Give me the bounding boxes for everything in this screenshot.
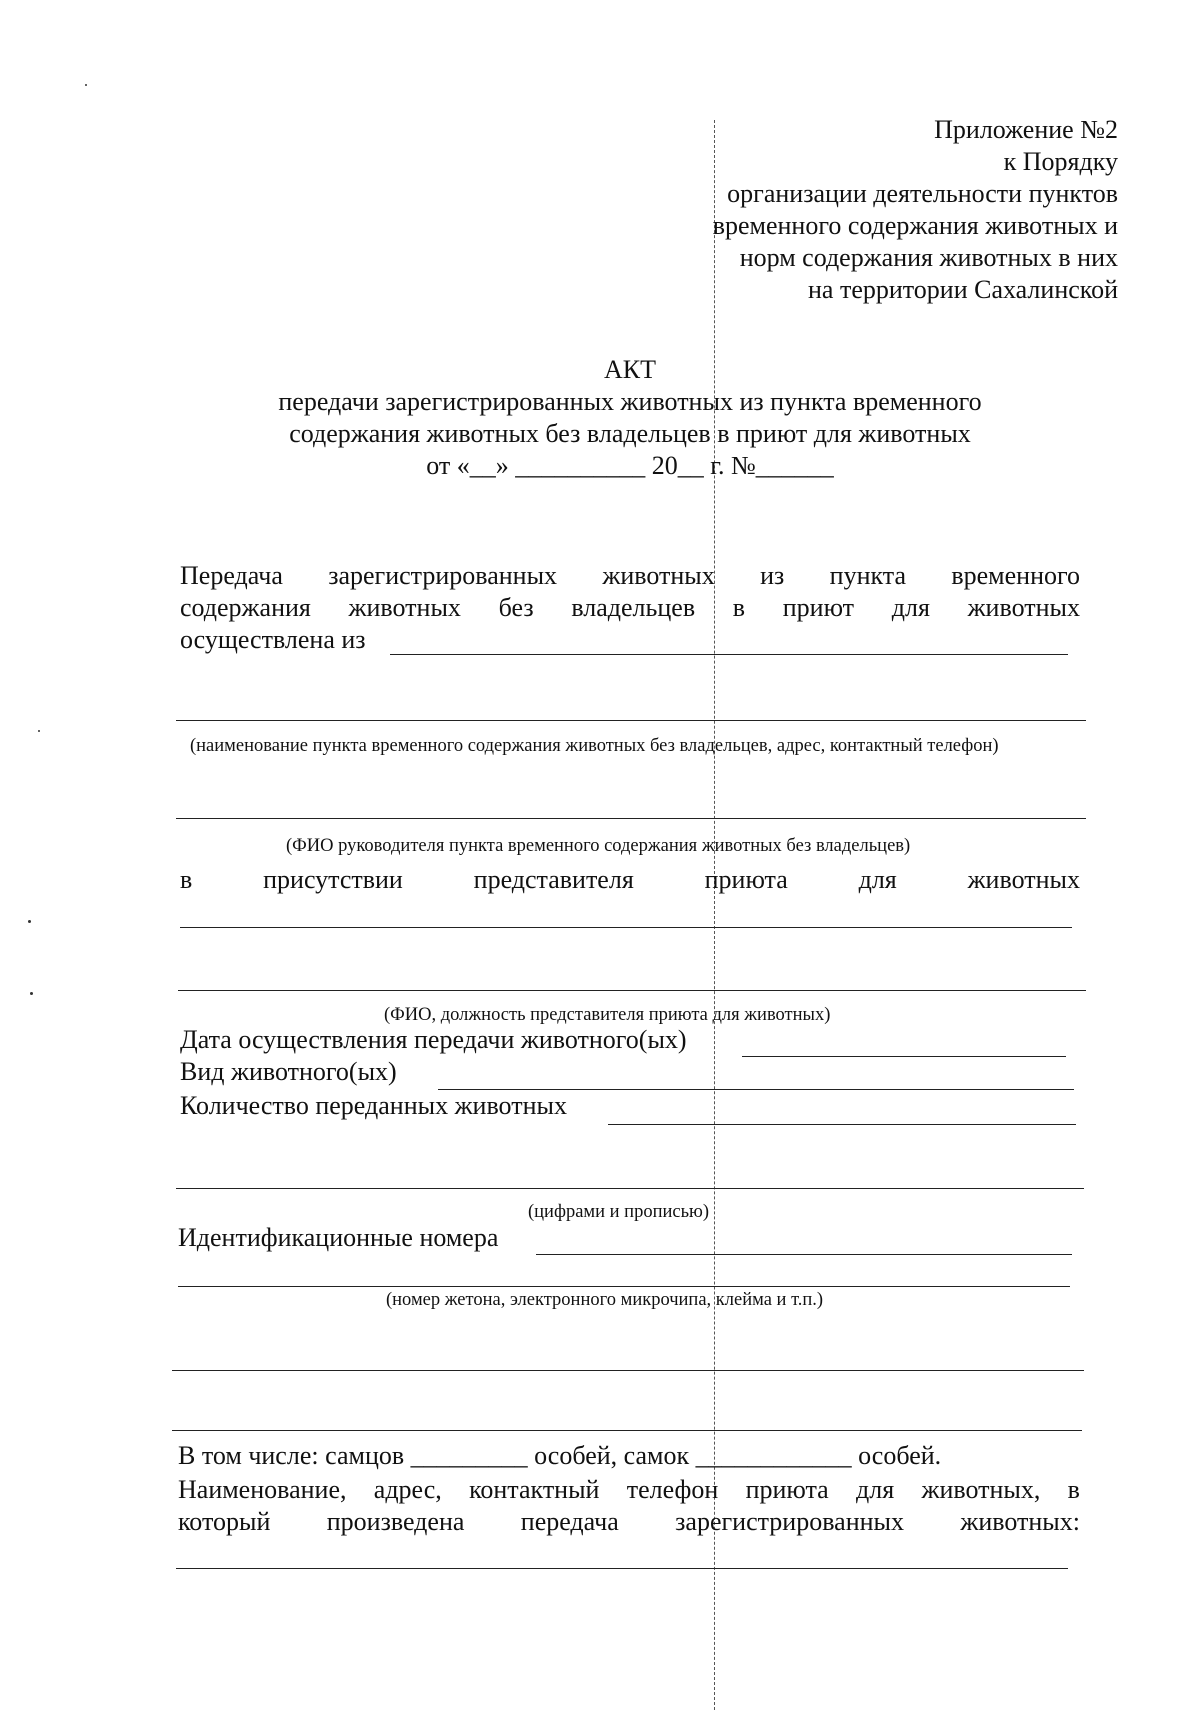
word: животных [348, 593, 461, 622]
scan-speck [30, 992, 33, 995]
word: передача [520, 1507, 619, 1536]
presence-line [180, 864, 1080, 896]
scan-speck [38, 730, 40, 732]
word: адрес, [373, 1475, 442, 1504]
word: животных: [960, 1507, 1080, 1536]
word: телефон [626, 1475, 719, 1504]
word: в [732, 593, 746, 622]
act-subtitle: содержания животных без владельцев в приют для животных [289, 419, 971, 448]
word: содержания [180, 593, 311, 622]
word: в [180, 865, 193, 894]
word: приют [782, 593, 855, 622]
blank-line[interactable] [172, 1370, 1084, 1371]
hint-point: (наименование пункта временного содержания животных без владельцев, адрес, контактный телефон) [190, 736, 999, 756]
word: Передача [180, 561, 283, 590]
appendix-ref: норм содержания животных в них [739, 243, 1118, 272]
appendix-ref: к Порядку [1003, 147, 1118, 176]
word: для [856, 1475, 895, 1504]
hint-ids: (номер жетона, электронного микрочипа, клейма и т.п.) [386, 1290, 824, 1310]
scan-speck [85, 84, 87, 86]
blank-line[interactable] [176, 1188, 1084, 1189]
shelter-field-line[interactable] [176, 1568, 1068, 1569]
scan-speck [28, 920, 31, 923]
appendix-ref: организации деятельности пунктов [727, 179, 1118, 208]
kind-label: Вид животного(ых) [180, 1057, 397, 1086]
date-label: Дата осуществления передачи животного(ых) [180, 1025, 687, 1054]
paragraph-line [180, 592, 1080, 624]
word: временного [951, 561, 1080, 590]
word: животных [967, 593, 1080, 622]
act-title: АКТ [604, 355, 656, 384]
word: приюта [745, 1475, 829, 1504]
word: для [858, 865, 897, 894]
act-date-line: от «__» __________ 20__ г. №______ [426, 451, 834, 480]
count-field-line[interactable] [608, 1124, 1076, 1125]
word: произведена [326, 1507, 465, 1536]
ids-field-line[interactable] [536, 1254, 1072, 1255]
word: контактный [469, 1475, 600, 1504]
ids-label: Идентификационные номера [178, 1223, 499, 1252]
appendix-ref: на территории Сахалинской [808, 275, 1118, 304]
word: приюта [704, 865, 788, 894]
word: без [498, 593, 534, 622]
word: животных [602, 561, 715, 590]
word: представителя [473, 865, 634, 894]
act-subtitle: передачи зарегистрированных животных из пункта временного [278, 387, 982, 416]
word: в [1067, 1475, 1080, 1504]
act-title-block [180, 354, 1080, 482]
blank-line[interactable] [180, 927, 1072, 928]
word: животных, [921, 1475, 1041, 1504]
word: животных [967, 865, 1080, 894]
paragraph-line [180, 560, 1080, 592]
shelter-line [178, 1506, 1080, 1538]
from-field-line[interactable] [390, 654, 1068, 655]
blank-line[interactable] [176, 818, 1086, 819]
blank-line[interactable] [172, 1430, 1082, 1431]
blank-line[interactable] [178, 990, 1086, 991]
count-label: Количество переданных животных [180, 1091, 567, 1120]
word: который [178, 1507, 271, 1536]
hint-head: (ФИО руководителя пункта временного содержания животных без владельцев) [286, 836, 911, 856]
word: пункта [829, 561, 906, 590]
hint-rep: (ФИО, должность представителя приюта для животных) [384, 1005, 831, 1025]
word: для [891, 593, 930, 622]
hint-count: (цифрами и прописью) [528, 1202, 709, 1222]
word: присутствии [263, 865, 403, 894]
from-label: осуществлена из [180, 625, 366, 654]
word: зарегистрированных [675, 1507, 904, 1536]
including-line: В том числе: самцов _________ особей, самок ____________ особей. [178, 1441, 942, 1470]
appendix-ref: временного содержания животных и [712, 211, 1118, 240]
word: Наименование, [178, 1475, 347, 1504]
word: зарегистрированных [328, 561, 558, 590]
word: из [760, 561, 785, 590]
blank-line[interactable] [176, 720, 1086, 721]
word: владельцев [571, 593, 696, 622]
date-field-line[interactable] [742, 1056, 1066, 1057]
blank-line[interactable] [178, 1286, 1070, 1287]
appendix-header [518, 114, 1118, 306]
shelter-line [178, 1474, 1080, 1506]
appendix-number: Приложение №2 [934, 115, 1118, 144]
